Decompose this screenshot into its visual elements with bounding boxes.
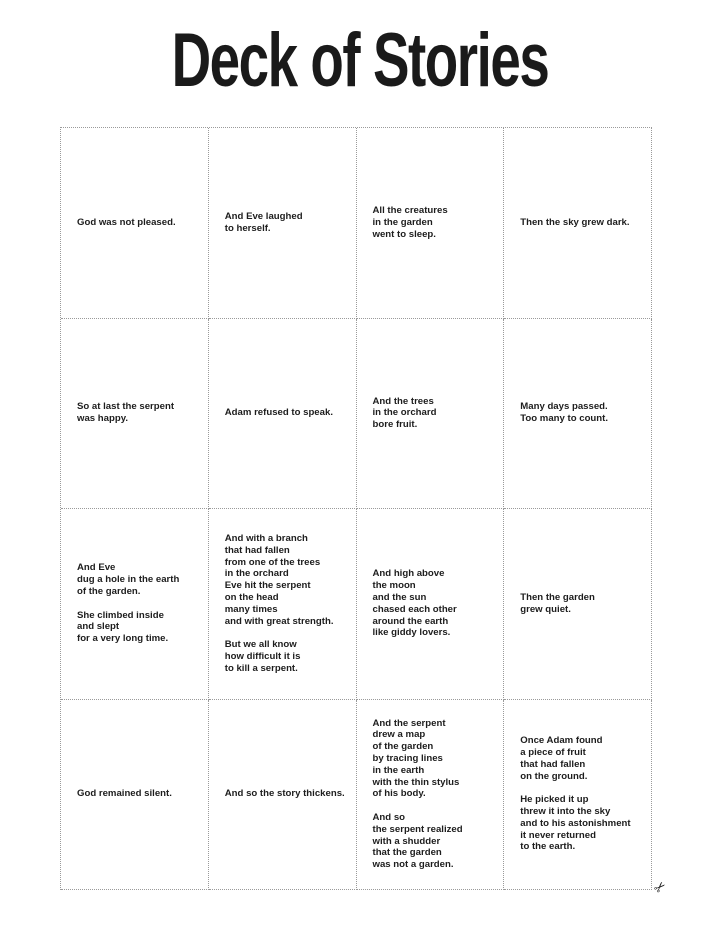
- story-card: [357, 700, 505, 891]
- story-card: [209, 128, 357, 319]
- card-text: Adam refused to speak.: [224, 407, 333, 419]
- card-text: God was not pleased.: [77, 216, 176, 228]
- story-card: [61, 319, 209, 510]
- card-text: So at last the serpent was happy.: [77, 401, 175, 425]
- story-card: [504, 700, 652, 891]
- card-text: God remained silent.: [77, 788, 172, 800]
- story-card: [504, 319, 652, 510]
- card-text: And the serpent drew a map of the garden by tracing lines in the earth with the thin stylus of his body. And so the serpent realized with a shudder that the garden was not a garden.: [372, 717, 463, 871]
- story-card-grid: [60, 127, 652, 890]
- story-card: [504, 509, 652, 700]
- story-card: [209, 700, 357, 891]
- card-text: Once Adam found a piece of fruit that had fallen on the ground. He picked it up threw it into the sky and to his astonishment it never returned to the earth.: [520, 735, 631, 853]
- scissors-icon: ✂: [650, 877, 670, 897]
- story-card: [61, 700, 209, 891]
- card-text: And high above the moon and the sun chased each other around the earth like giddy lovers.: [372, 568, 457, 639]
- card-text: All the creatures in the garden went to sleep.: [372, 205, 448, 240]
- story-card: [357, 319, 505, 510]
- card-text: And so the story thickens.: [224, 788, 345, 800]
- card-text: And the trees in the orchard bore fruit.: [372, 395, 437, 431]
- story-card: [61, 509, 209, 700]
- card-text: Then the sky grew dark.: [520, 216, 630, 228]
- story-card: [504, 128, 652, 319]
- story-card: [357, 509, 505, 700]
- page-title: Deck of Stories: [171, 18, 549, 103]
- story-card: [357, 128, 505, 319]
- card-text: And Eve dug a hole in the earth of the garden. She climbed inside and slept for a very long time.: [77, 562, 180, 645]
- card-text: Many days passed. Too many to count.: [520, 401, 609, 425]
- story-card: [209, 509, 357, 700]
- card-text: And with a branch that had fallen from one of the trees in the orchard Eve hit the serpent on the head many times and with great strength. But we all know how difficult it is to kill a serpent.: [224, 532, 334, 674]
- story-card: [209, 319, 357, 510]
- card-text: Then the garden grew quiet.: [520, 591, 595, 615]
- card-text: And Eve laughed to herself.: [224, 210, 303, 234]
- story-card: [61, 128, 209, 319]
